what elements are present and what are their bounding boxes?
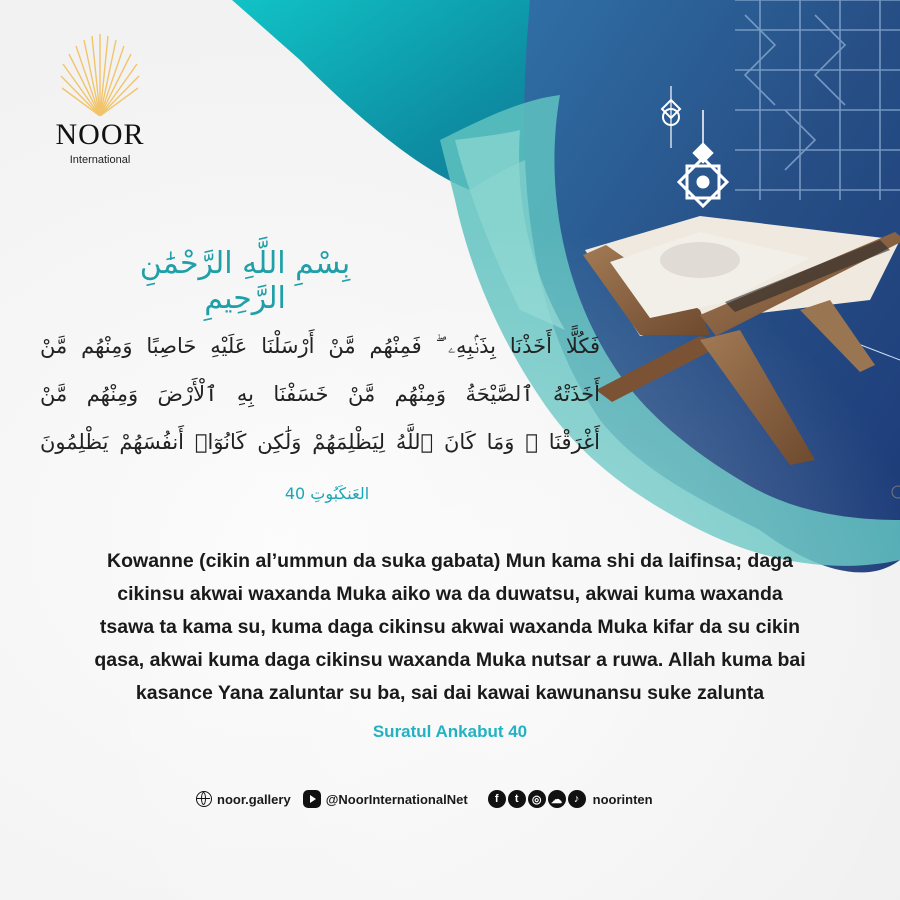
brand-name: NOOR xyxy=(55,118,145,151)
arabic-verse-reference: العَنكَبُوتِ 40 xyxy=(284,484,370,503)
social-links xyxy=(488,790,653,808)
verse-line: أَغْرَقْنَا ۚ وَمَا كَانَ ٱللَّهُ لِيَظْلِمَهُمْ وَلَٰكِن كَانُوٓا۟ أَنفُسَهُمْ يَظْلِمُونَ xyxy=(40,430,600,454)
verse-line: فَكُلًّا أَخَذْنَا بِذَنۢبِهِۦ ۖ فَمِنْهُم مَّنْ أَرْسَلْنَا عَلَيْهِ حَاصِبًا وَمِنْهُم مَّنْ xyxy=(40,334,600,358)
social-handle[interactable]: noorinten xyxy=(592,791,653,807)
youtube-icon xyxy=(303,790,321,808)
translation-line: tsawa ta kama su, kuma daga cikinsu akwai waxanda Muka kifar da su cikin xyxy=(99,616,801,638)
globe-icon xyxy=(196,791,212,807)
footer-contacts xyxy=(196,787,653,811)
translation-line: kasance Yana zaluntar su ba, sai dai kawai kawunansu suke zalunta xyxy=(135,682,765,704)
verse-line: أَخَذَتْهُ ٱلصَّيْحَةُ وَمِنْهُم مَّنْ خَسَفْنَا بِهِ ٱلْأَرْضَ وَمِنْهُم مَّنْ xyxy=(40,382,600,406)
instagram-icon[interactable]: ◎ xyxy=(528,790,546,808)
noor-logo xyxy=(30,30,170,166)
website-link[interactable] xyxy=(196,791,291,807)
tiktok-icon[interactable]: ♪ xyxy=(568,790,586,808)
hausa-translation xyxy=(40,545,860,710)
youtube-handle: @NoorInternationalNet xyxy=(325,791,468,807)
brand-subtitle: International xyxy=(69,154,131,166)
translation-line: cikinsu akwai waxanda Muka aiko wa da duwatsu, akwai kuma waxanda xyxy=(117,583,783,605)
website-label: noor.gallery xyxy=(217,791,291,807)
translation-line: Kowanne (cikin al’ummun da suka gabata) Mun kama shi da laifinsa; daga xyxy=(107,550,793,572)
twitter-icon[interactable]: t xyxy=(508,790,526,808)
surah-reference: Suratul Ankabut 40 xyxy=(372,722,528,741)
basmala-calligraphy: بِسْمِ اللَّهِ الرَّحْمَٰنِ الرَّحِيمِ xyxy=(139,246,351,316)
youtube-link[interactable] xyxy=(303,790,468,808)
facebook-icon[interactable]: f xyxy=(488,790,506,808)
translation-line: qasa, akwai kuma daga cikinsu waxanda Muka nutsar a ruwa. Allah kuma bai xyxy=(94,649,806,671)
sunburst-logo-icon xyxy=(59,30,141,116)
arabic-verse xyxy=(40,322,600,466)
soundcloud-icon[interactable]: ☁ xyxy=(548,790,566,808)
